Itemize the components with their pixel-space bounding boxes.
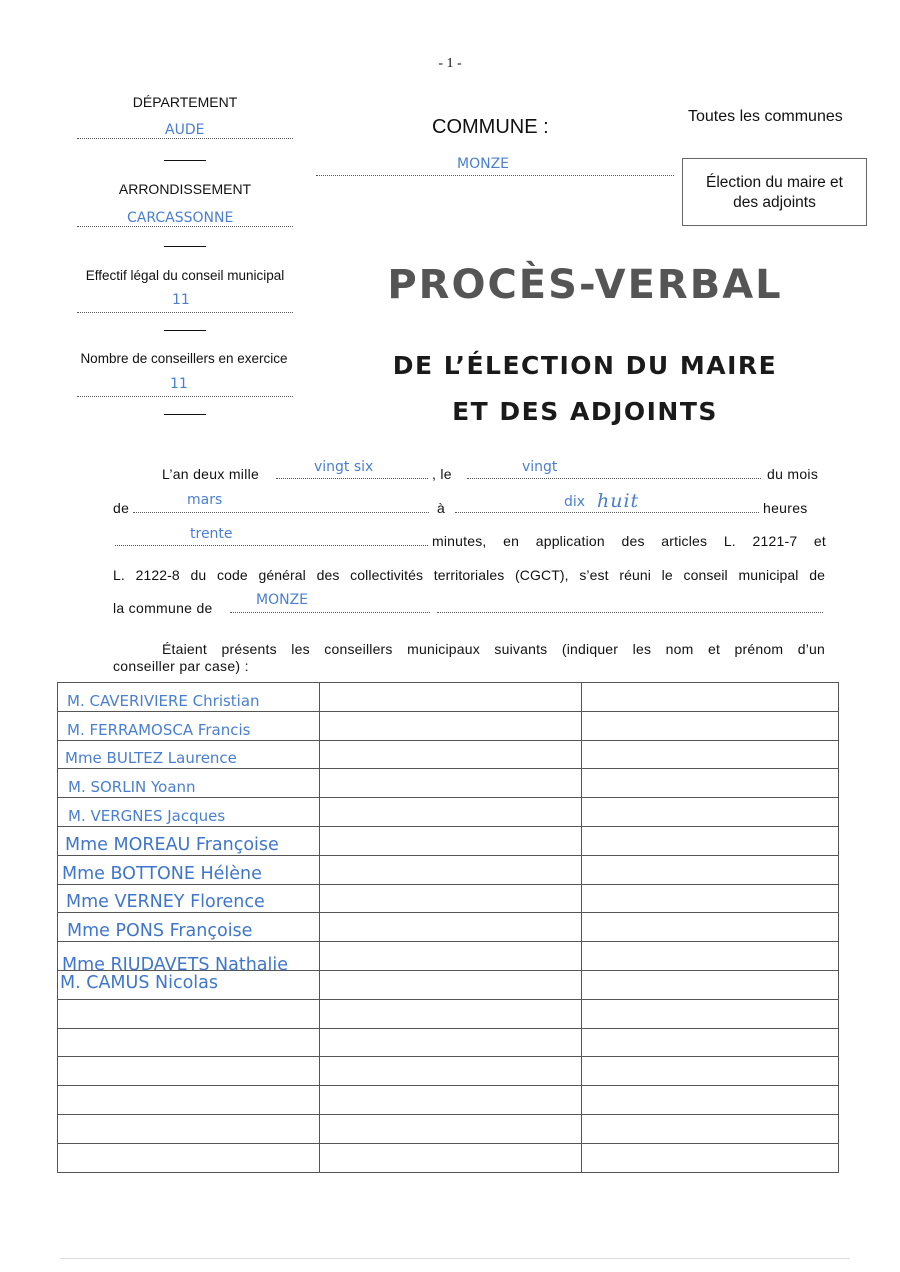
effectif-dotline xyxy=(77,312,293,313)
table-cell xyxy=(58,826,320,855)
text-lan-deux-mille: L’an deux mille xyxy=(162,466,260,482)
hour-dotline xyxy=(455,512,759,513)
commune-line-dotline-2 xyxy=(437,612,823,613)
table-row xyxy=(58,826,839,855)
toutes-les-communes: Toutes les communes xyxy=(688,108,843,125)
councillor-name: M. CAVERIVIERE Christian xyxy=(67,691,260,710)
table-cell xyxy=(58,1057,320,1086)
subtitle-line2: ET DES ADJOINTS xyxy=(452,397,718,426)
departement-label: DÉPARTEMENT xyxy=(132,94,238,110)
election-box xyxy=(682,158,867,226)
table-cell xyxy=(582,711,839,740)
table-row xyxy=(58,769,839,798)
table-cell xyxy=(58,711,320,740)
commune-line-dotline xyxy=(230,612,430,613)
table-row xyxy=(58,999,839,1028)
table-row xyxy=(58,970,839,999)
councillor-name: M. VERGNES Jacques xyxy=(68,806,226,825)
election-box-line1: Élection du maire et xyxy=(706,174,843,191)
table-row xyxy=(58,711,839,740)
text-cgct: L. 2122-8 du code général des collectivités territoriales (CGCT), s’est réuni le conseil municipal de xyxy=(113,567,825,583)
table-cell xyxy=(58,855,320,884)
minutes-dotline xyxy=(115,545,428,546)
table-row xyxy=(58,1057,839,1086)
table-cell xyxy=(582,970,839,999)
table-cell xyxy=(320,999,582,1028)
commune-dotline xyxy=(316,175,674,176)
effectif-value: 11 xyxy=(172,292,190,308)
table-cell xyxy=(582,1028,839,1057)
table-cell xyxy=(58,942,320,975)
year-dotline xyxy=(276,478,428,479)
day-value: vingt xyxy=(522,459,558,475)
exercice-value: 11 xyxy=(170,376,188,392)
table-cell xyxy=(582,740,839,769)
day-dotline xyxy=(467,478,761,479)
exercice-label: Nombre de conseillers en exercice xyxy=(80,351,288,366)
page-subtitle xyxy=(340,343,830,435)
text-de: de xyxy=(113,500,130,516)
table-cell xyxy=(320,1057,582,1086)
table-cell xyxy=(58,798,320,827)
table-row xyxy=(58,798,839,827)
separator xyxy=(164,330,206,331)
table-cell xyxy=(320,1143,582,1172)
table-cell xyxy=(320,683,582,712)
councillor-name: Mme VERNEY Florence xyxy=(66,892,265,913)
arrondissement-dotline xyxy=(77,226,293,227)
table-cell xyxy=(58,683,320,712)
text-la-commune-de: la commune de xyxy=(113,600,213,616)
table-cell xyxy=(58,999,320,1028)
table-cell xyxy=(320,1114,582,1143)
table-cell xyxy=(320,942,582,971)
councillor-name: M. CAMUS Nicolas xyxy=(60,972,218,993)
arrondissement-label: ARRONDISSEMENT xyxy=(118,181,252,197)
separator xyxy=(164,246,206,247)
separator xyxy=(164,414,206,415)
commune-value: MONZE xyxy=(457,156,510,172)
table-row xyxy=(58,942,839,971)
table-row xyxy=(58,1143,839,1172)
councillor-name: Mme BOTTONE Hélène xyxy=(62,863,262,884)
table-cell xyxy=(582,1114,839,1143)
table-cell xyxy=(58,1028,320,1057)
departement-value: AUDE xyxy=(165,122,205,138)
table-cell xyxy=(58,884,320,913)
table-row xyxy=(58,1114,839,1143)
table-cell xyxy=(320,740,582,769)
hour-value-1: dix xyxy=(564,494,586,510)
table-cell xyxy=(582,884,839,913)
councillor-name: M. SORLIN Yoann xyxy=(68,778,196,797)
election-box-line2: des adjoints xyxy=(733,194,816,211)
table-cell xyxy=(320,855,582,884)
table-cell xyxy=(58,1143,320,1172)
table-row xyxy=(58,1086,839,1115)
text-a: à xyxy=(437,500,446,516)
departement-dotline xyxy=(77,138,293,139)
table-row xyxy=(58,884,839,913)
table-row xyxy=(58,683,839,712)
table-cell xyxy=(58,913,320,942)
table-cell xyxy=(582,683,839,712)
councillor-name: M. FERRAMOSCA Francis xyxy=(67,720,251,739)
table-cell xyxy=(320,798,582,827)
text-du-mois: du mois xyxy=(767,466,819,482)
page-number: - 1 - xyxy=(438,56,462,71)
table-cell xyxy=(582,1086,839,1115)
minutes-value: trente xyxy=(190,526,233,542)
table-cell xyxy=(582,999,839,1028)
councillor-name: Mme BULTEZ Laurence xyxy=(65,749,237,768)
table-row xyxy=(58,855,839,884)
table-cell xyxy=(582,942,839,971)
councillor-name: Mme MOREAU Françoise xyxy=(65,834,279,855)
table-cell xyxy=(58,769,320,798)
month-dotline xyxy=(133,512,429,513)
table-cell xyxy=(582,798,839,827)
subtitle-line1: DE L’ÉLECTION DU MAIRE xyxy=(392,351,778,380)
councillor-name: Mme RIUDAVETS Nathalie xyxy=(62,954,288,975)
table-cell xyxy=(582,855,839,884)
table-row xyxy=(58,913,839,942)
page-title: PROCÈS-VERBAL xyxy=(387,262,783,308)
table-cell xyxy=(582,1143,839,1172)
text-le: , le xyxy=(432,466,452,482)
table-cell xyxy=(582,1057,839,1086)
councillor-name: Mme PONS Françoise xyxy=(67,921,253,942)
text-etaient-presents: Étaient présents les conseillers municipaux suivants (indiquer les nom et prénom d’un xyxy=(162,641,825,657)
table-cell xyxy=(582,769,839,798)
text-heures: heures xyxy=(763,500,808,516)
exercice-dotline xyxy=(77,396,293,397)
separator xyxy=(164,160,206,161)
table-cell xyxy=(582,826,839,855)
table-cell xyxy=(320,970,582,999)
table-cell xyxy=(582,913,839,942)
text-minutes-articles: minutes, en application des articles L. 2121-7 et xyxy=(432,533,826,549)
table-cell xyxy=(320,711,582,740)
table-row xyxy=(58,740,839,769)
table-row xyxy=(58,1028,839,1057)
table-cell xyxy=(320,1086,582,1115)
year-value: vingt six xyxy=(314,459,374,475)
table-cell xyxy=(58,1114,320,1143)
table-cell xyxy=(58,740,320,769)
table-cell xyxy=(58,1086,320,1115)
effectif-label: Effectif légal du conseil municipal xyxy=(85,268,285,283)
month-value: mars xyxy=(187,492,223,508)
table-cell xyxy=(320,884,582,913)
table-cell xyxy=(320,769,582,798)
table-cell xyxy=(320,1028,582,1057)
councillors-table xyxy=(57,682,839,1173)
hour-value-2: huit xyxy=(597,490,640,512)
table-cell xyxy=(320,826,582,855)
text-conseiller-par-case: conseiller par case) : xyxy=(113,658,249,674)
arrondissement-value: CARCASSONNE xyxy=(127,210,234,226)
commune-line-value: MONZE xyxy=(256,592,309,608)
page-edge-line xyxy=(60,1258,850,1259)
table-cell xyxy=(320,913,582,942)
commune-label: COMMUNE : xyxy=(432,116,549,138)
